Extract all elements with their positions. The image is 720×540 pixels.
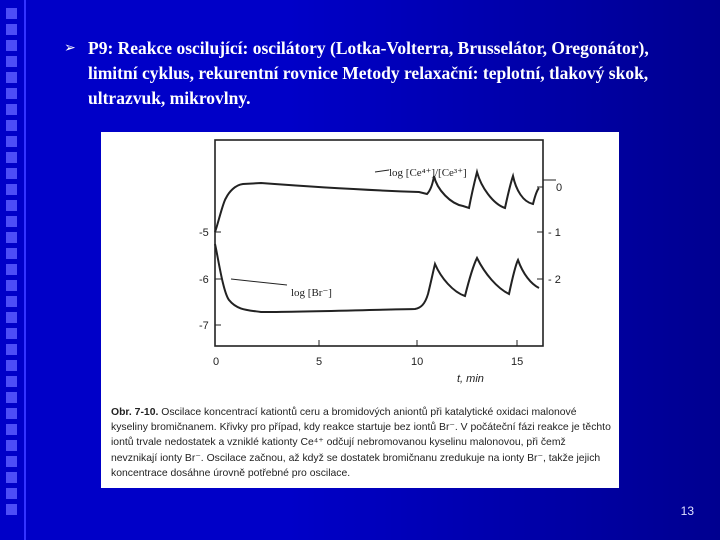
caption-text: Oscilace koncentrací kationtů ceru a bromidových aniontů při katalytické oxidaci malonové kyseliny bromičnanem. Křivky pro případ, kdy reakce startuje bez iontů Br⁻. V počáteční fázi reakce je těchto iontů trvale nedostatek a vzniklé kationty Ce⁴⁺ odčují nebromovanou kyselinu malonovou, při čemž nevznikají ionty Br⁻. Oscilace začnou, až když se dostatek bromičnanu zredukuje na ionty Br⁻, takže jejich koncentrace dosáhne úrovně potřebné pro oscilace. <box>111 407 611 479</box>
y-left-tick-label: -5 <box>199 227 209 239</box>
upper-label-leader <box>375 170 389 172</box>
decorative-square-column <box>6 8 20 530</box>
x-tick-label: 15 <box>511 356 524 368</box>
x-axis-label: t, min <box>457 373 484 385</box>
caption-title: Obr. 7-10. <box>111 407 159 418</box>
oscillation-figure <box>101 132 619 488</box>
y-right-tick-label: - 2 <box>548 274 561 286</box>
upper-curve-label: log [Ce⁴⁺]/[Ce³⁺] <box>389 167 467 179</box>
y-right-tick-label: - 1 <box>548 227 561 239</box>
slide-text: P9: Reakce oscilující: oscilátory (Lotka-Volterra, Brusselátor, Oregonátor), limitní cyklus, rekurentní rovnice Metody relaxační: teplotní, tlakový skok, ultrazvuk, mikrovlny. <box>88 38 649 108</box>
y-right-tick-label: 0 <box>556 182 563 194</box>
lower-curve-label: log [Br⁻] <box>291 287 332 299</box>
bromide-curve <box>215 244 539 312</box>
bullet-arrow-icon: ➢ <box>64 41 76 56</box>
page-number: 13 <box>680 504 694 518</box>
x-tick-label: 0 <box>213 356 220 368</box>
plot-frame <box>215 140 543 346</box>
decorative-vertical-line <box>24 0 26 540</box>
x-tick-label: 5 <box>316 356 323 368</box>
lower-label-leader <box>231 279 287 285</box>
y-left-tick-label: -7 <box>199 320 209 332</box>
x-tick-label: 10 <box>411 356 424 368</box>
oscillation-plot <box>101 132 619 402</box>
ce-ratio-curve <box>215 172 539 232</box>
y-left-tick-label: -6 <box>199 274 209 286</box>
figure-caption <box>111 405 611 481</box>
